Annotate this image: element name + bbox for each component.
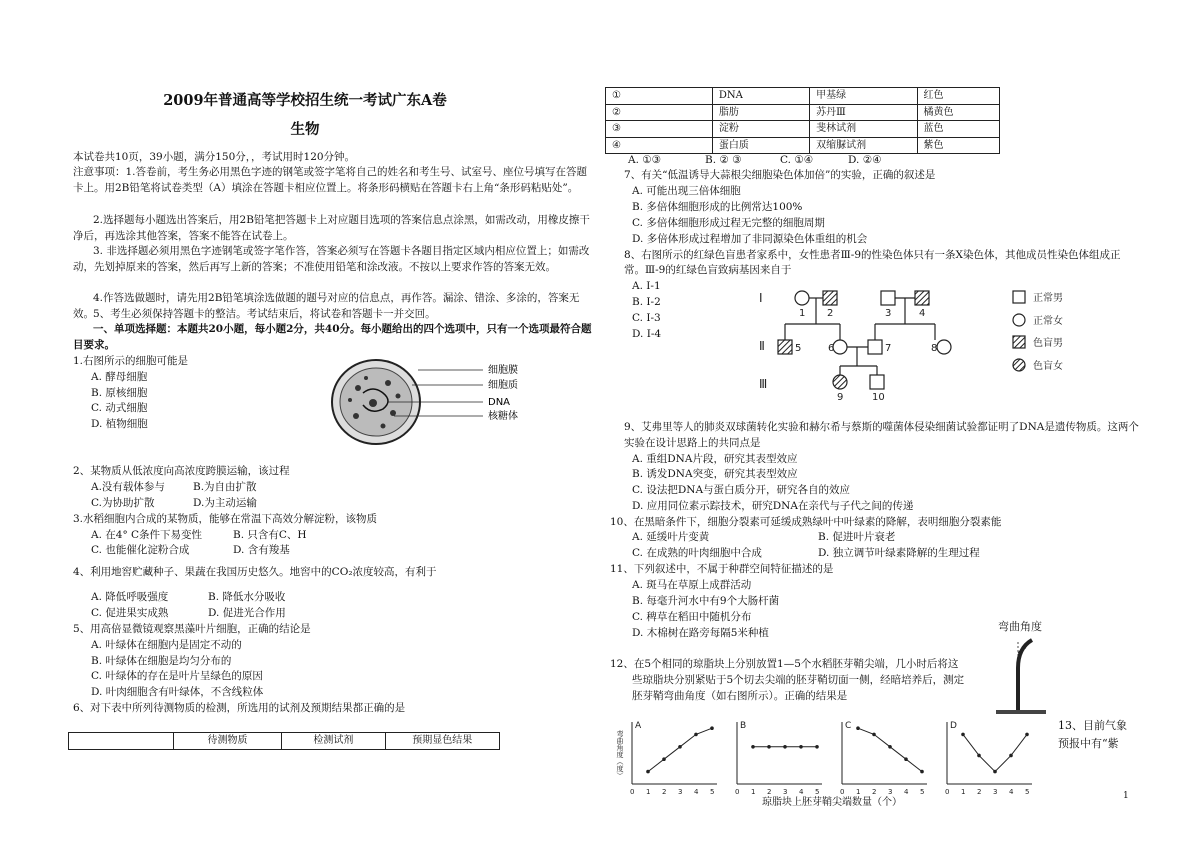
intro-text: 本试卷共10页，39小题，满分150分，，考试用时120分钟。 [73,151,356,163]
chart-y-label: 弯曲角度（度） [616,730,624,779]
chart-tick-label: 1 [646,788,651,796]
table-cell: 苏丹Ⅲ [810,104,917,121]
q1-option-b: B. 原核细胞 [91,387,148,399]
q6-stem: 6、对下表中所列待测物质的检测，所选用的试剂及预期结果都正确的是 [73,702,406,714]
q2-option-d: D.为主动运输 [193,497,257,509]
chart-point [888,745,892,749]
id-6: 6 [828,343,835,354]
subject-title: 生物 [290,121,320,138]
table-cell: 双缩脲试剂 [810,137,917,154]
note-3: 3. 非选择题必须用黑色字迹钢笔或签字笔作答，答案必须写在答题卡各题目指定区域内相应位置上；如需改动，先划掉原来的答案，然后再写上新的答案；不准使用铅笔和涂改液。不按以上要求作答的答案无效。 [73,245,590,273]
pedigree-i2 [823,291,837,305]
chart-tick-label: 2 [662,788,667,796]
q11-option-d: D. 木棉树在路旁每隔5米种植 [632,627,769,639]
q3-option-b: B. 只含有C、H [233,529,307,541]
q6-option-d: D. ②④ [848,154,882,166]
label-membrane: 细胞膜 [488,365,518,376]
table-cell: 蓝色 [917,121,1000,138]
chart-point [646,770,650,774]
q11-option-a: A. 斑马在草原上成群活动 [632,579,752,591]
legend-colorblind-female: 色盲女 [1033,361,1063,372]
chart-tick-label: 5 [920,788,925,796]
exam-title: 2009年普通高等学校招生统一考试广东A卷 [163,92,447,109]
q2-stem: 2、某物质从低浓度向高浓度跨膜运输，该过程 [73,465,290,477]
label-dna: DNA [488,397,511,408]
chart-panel-label: B [740,721,747,731]
pedigree-diagram [755,284,1135,404]
id-1: 1 [799,308,806,319]
table-cell: 脂肪 [712,104,809,121]
id-5: 5 [795,343,802,354]
q6-table [605,87,1000,154]
q10-stem: 10、在黑暗条件下，细胞分裂素可延缓成熟绿叶中叶绿素的降解，表明细胞分裂素能 [610,516,1002,528]
note-1: 注意事项：1.答卷前，考生务必用黑色字迹的钢笔或签字笔将自己的姓名和考生号、试室号、座位号填写在答题卡上。用2B铅笔将试卷类型（A）填涂在答题卡相应位置上。将条形码横贴在答题卡右上角“条形码粘贴处”。 [73,166,588,194]
q7-option-d: D. 多倍体形成过程增加了非同源染色体重组的机会 [632,233,868,245]
table-cell: 淀粉 [712,121,809,138]
q9-option-b: B. 诱发DNA突变，研究其表型效应 [632,468,798,480]
chart-point [710,726,714,730]
q4-stem: 4、利用地窖贮藏种子、果蔬在我国历史悠久。地窖中的CO₂浓度较高，有利于 [73,566,437,578]
pedigree-iii10 [870,375,884,389]
table-row [606,121,1000,138]
q4-option-c: C. 促进果实成熟 [91,607,169,619]
chart-point [977,754,981,758]
chart-panel-label: A [635,721,642,731]
pedigree-i3 [881,291,895,305]
table-cell: 紫色 [917,137,1000,154]
q4-option-a: A. 降低呼吸强度 [91,591,169,603]
table-cell: ① [606,88,713,105]
legend-normal-female-icon [1013,314,1025,326]
chart-tick-label: 0 [630,788,635,796]
q1-option-a: A. 酵母细胞 [91,371,148,383]
chart-tick-label: 2 [872,788,877,796]
cell-diagram [328,358,548,450]
pedigree-ii5 [778,340,792,354]
q8-option-c: C. Ⅰ-3 [632,312,661,324]
gen-3-label: Ⅲ [759,377,768,391]
table-cell: DNA [712,88,809,105]
id-2: 2 [827,308,834,319]
chart-panel-label: D [950,721,957,731]
table-row [606,104,1000,121]
table-cell: 斐林试剂 [810,121,917,138]
q9-option-d: D. 应用同位素示踪技术，研究DNA在亲代与子代之间的传递 [632,500,914,512]
pedigree-i1 [795,291,809,305]
q3-option-c: C. 也能催化淀粉合成 [91,544,190,556]
q4-option-b: B. 降低水分吸收 [208,591,286,603]
chart-point [815,745,819,749]
gen-2-label: Ⅱ [759,339,765,353]
q5-option-b: B. 叶绿体在细胞是均匀分布的 [91,655,232,667]
chart-point [856,726,860,730]
q1-option-c: C. 动式细胞 [91,402,148,414]
chart-tick-label: 0 [735,788,740,796]
q2-option-a: A.没有载体参与 [91,481,165,493]
q8-stem-2: 常。Ⅲ-9的红绿色盲致病基因来自于 [624,264,792,276]
legend-colorblind-male-icon [1013,336,1025,348]
q10-option-c: C. 在成熟的叶肉细胞中合成 [632,547,762,559]
q12-line-2: 些琼脂块分别紧贴于5个切去尖端的胚芽鞘切面一侧，经暗培养后，测定 [632,674,965,686]
q9-option-c: C. 设法把DNA与蛋白质分开，研究各自的效应 [632,484,851,496]
chart-tick-label: 4 [799,788,804,796]
q9-stem-1: 9、艾弗里等人的肺炎双球菌转化实验和赫尔希与蔡斯的噬菌体侵染细菌试验都证明了DNA是遗传物质。这两个 [624,421,1139,433]
q3-option-a: A. 在4° C条件下易变性 [91,529,203,541]
chart-point [1025,733,1029,737]
q12-line-1: 12、在5个相同的琼脂块上分别放置1—5个水稻胚芽鞘尖端，几小时后将这 [610,658,959,670]
chart-point [662,757,666,761]
bending-diagram [988,618,1058,718]
q6-option-a: A. ①③ [628,154,662,166]
chart-point [993,770,997,774]
q1-option-d: D. 植物细胞 [91,418,148,430]
pedigree-iii9 [833,375,847,389]
q2-option-b: B.为自由扩散 [193,481,257,493]
chart-tick-label: 3 [888,788,893,796]
table-cell: 红色 [917,88,1000,105]
q4-option-d: D. 促进光合作用 [208,607,286,619]
id-10: 10 [872,392,885,403]
chart-tick-label: 2 [767,788,772,796]
q7-option-b: B. 多倍体细胞形成的比例常达100% [632,201,803,213]
chart-tick-label: 5 [815,788,820,796]
q6-option-c: C. ①④ [780,154,814,166]
chart-series-line [648,728,712,771]
chart-tick-label: 2 [977,788,982,796]
q10-option-b: B. 促进叶片衰老 [818,531,896,543]
q12-line-3: 胚芽鞘弯曲角度（如右图所示）。正确的结果是 [632,690,848,702]
chart-tick-label: 0 [840,788,845,796]
chart-point [751,745,755,749]
legend-colorblind-female-icon [1013,359,1025,371]
q6-option-b: B. ② ③ [705,154,742,166]
table-cell: ② [606,104,713,121]
chart-tick-label: 4 [694,788,699,796]
id-7: 7 [885,343,892,354]
chart-tick-label: 5 [1025,788,1030,796]
pedigree-ii6 [833,340,847,354]
q9-option-a: A. 重组DNA片段，研究其表型效应 [632,453,798,465]
label-cytoplasm: 细胞质 [488,380,518,391]
q8-option-b: B. Ⅰ-2 [632,296,661,308]
header-blank [69,733,174,750]
chart-point [694,733,698,737]
table-cell: 甲基绿 [810,88,917,105]
chart-point [872,733,876,737]
q10-option-d: D. 独立调节叶绿素降解的生理过程 [818,547,980,559]
id-4: 4 [919,308,926,319]
page-number: 1 [1123,791,1129,801]
chart-tick-label: 5 [710,788,715,796]
id-3: 3 [885,308,892,319]
table-row [606,88,1000,105]
q6-table-header [68,732,500,750]
label-ribosome: 核糖体 [488,411,518,422]
chart-tick-label: 3 [783,788,788,796]
note-5: 5、考生必须保持答题卡的整洁。考试结束后，将试卷和答题卡一并交回。 [93,308,436,320]
chart-point [920,770,924,774]
gen-1-label: Ⅰ [759,291,763,305]
header-substance: 待测物质 [173,733,281,750]
legend-normal-female: 正常女 [1033,316,1063,327]
chart-panel-label: C [845,721,852,731]
chart-series-line [963,734,1027,771]
chart-tick-label: 4 [904,788,909,796]
chart-point [904,757,908,761]
chart-tick-label: 1 [856,788,861,796]
q7-option-c: C. 多倍体细胞形成过程无完整的细胞周期 [632,217,825,229]
id-8: 8 [931,343,938,354]
chart-tick-label: 4 [1009,788,1014,796]
q5-option-c: C. 叶绿体的存在是叶片呈绿色的原因 [91,670,263,682]
q9-stem-2: 实验在设计思路上的共同点是 [624,437,761,449]
table-cell: 蛋白质 [712,137,809,154]
q13-stem: 13、目前气象预报中有“紫 [1058,719,1127,750]
q5-option-a: A. 叶绿体在细胞内是固定不动的 [91,639,242,651]
table-cell: ③ [606,121,713,138]
id-9: 9 [837,392,844,403]
chart-x-label: 琼脂块上胚芽鞘尖端数量（个） [762,797,902,808]
legend-normal-male: 正常男 [1033,293,1063,304]
pedigree-ii7 [868,340,882,354]
q7-option-a: A. 可能出现三倍体细胞 [632,185,741,197]
header-result: 预期显色结果 [385,733,499,750]
chart-tick-label: 1 [751,788,756,796]
note-4: 4.作答选做题时，请先用2B铅笔填涂选做题的题号对应的信息点，再作答。漏涂、错涂、多涂的，答案无效。 [73,292,580,320]
legend-colorblind-male: 色盲男 [1033,338,1063,349]
pedigree-i4 [915,291,929,305]
bend-angle-label: 弯曲角度 [998,620,1042,633]
q10-option-a: A. 延缓叶片变黄 [632,531,710,543]
q8-option-a: A. Ⅰ-1 [632,280,661,292]
legend-normal-male-icon [1013,291,1025,303]
q8-stem-1: 8、右图所示的红绿色盲患者家系中，女性患者Ⅲ-9的性染色体只有一条X染色体，其他成员性染色体组成正 [624,249,1121,261]
q11-option-b: B. 每毫升河水中有9个大肠杆菌 [632,595,780,607]
q11-stem: 11、下列叙述中，不属于种群空间特征描述的是 [610,563,834,575]
chart-point [1009,754,1013,758]
chart-point [678,745,682,749]
chart-tick-label: 3 [678,788,683,796]
q2-option-c: C.为协助扩散 [91,497,155,509]
chart-point [767,745,771,749]
chart-series-line [858,728,922,771]
q3-option-d: D. 含有羧基 [233,544,290,556]
chart-tick-label: 3 [993,788,998,796]
table-cell: 橘黄色 [917,104,1000,121]
q7-stem: 7、有关“低温诱导大蒜根尖细胞染色体加倍”的实验，正确的叙述是 [624,169,936,181]
q8-option-d: D. Ⅰ-4 [632,328,662,340]
table-row [606,137,1000,154]
q5-stem: 5、用高倍显微镜观察黑藻叶片细胞，正确的结论是 [73,623,311,635]
chart-point [783,745,787,749]
q1-stem: 1.右图所示的细胞可能是 [73,355,189,367]
chart-point [961,733,965,737]
chart-tick-label: 1 [961,788,966,796]
chart-tick-label: 0 [945,788,950,796]
section-heading: 一、单项选择题：本题共20小题，每小题2分，共40分。每小题给出的四个选项中，只有一个选项最符合题目要求。 [73,323,592,351]
chart-point [799,745,803,749]
note-2: 2.选择题每小题选出答案后，用2B铅笔把答题卡上对应题目选项的答案信息点涂黑，如需改动，用橡皮擦干净后，再选涂其他答案，答案不能答在试卷上。 [73,214,590,242]
table-cell: ④ [606,137,713,154]
pedigree-ii8 [937,340,951,354]
q3-stem: 3.水稻细胞内合成的某物质，能够在常温下高效分解淀粉，该物质 [73,513,378,525]
q5-option-d: D. 叶肉细胞含有叶绿体，不含线粒体 [91,686,264,698]
header-reagent: 检测试剂 [282,733,386,750]
q11-option-c: C. 稗草在稻田中随机分布 [632,611,752,623]
